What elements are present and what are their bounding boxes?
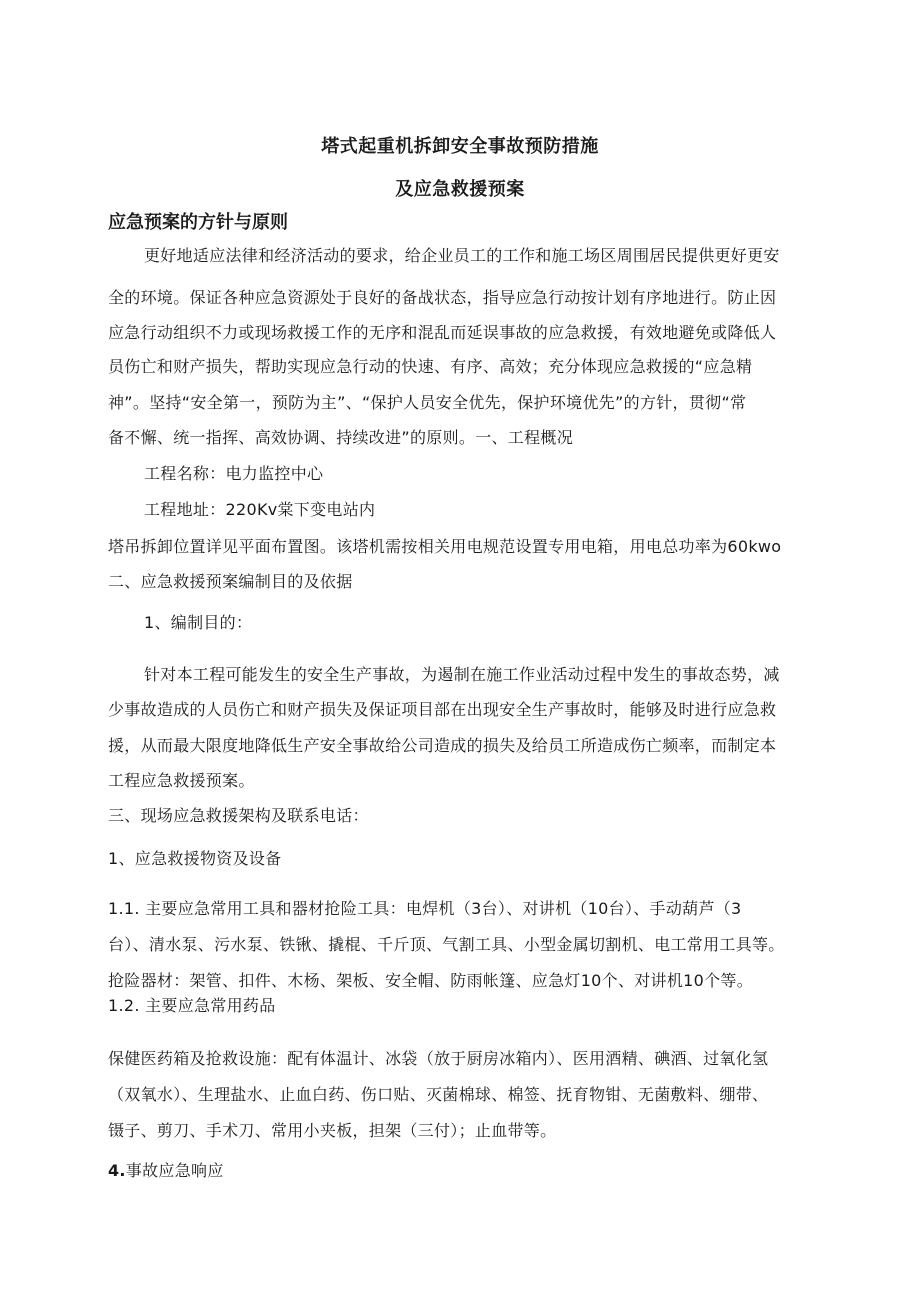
- text-line: 台）、清水泵、污水泵、铁锹、撬棍、千斤顶、气割工具、小型金属切割机、电工常用工具等。: [108, 935, 785, 954]
- text-line: 保健医药箱及抢救设施：配有体温计、冰袋（放于厨房冰箱内）、医用酒精、碘酒、过氧化氢: [108, 1049, 769, 1068]
- doc-title-line2: 及应急救援预案: [395, 179, 525, 200]
- text-line: 神”。坚持“安全第一，预防为主”、“保护人员安全优先，保护环境优先”的方针，贯彻“常: [108, 393, 747, 412]
- project-name: 工程名称：电力监控中心: [144, 464, 324, 483]
- item-medicine-heading: 1.2. 主要应急常用药品: [108, 996, 276, 1015]
- section-number: 4.: [108, 1161, 126, 1180]
- section-heading-structure: 三、现场应急救援架构及联系电话：: [108, 806, 369, 825]
- text-line: 镊子、剪刀、手术刀、常用小夹板，担架（三付）；止血带等。: [108, 1121, 557, 1140]
- text-line: 员伤亡和财产损失，帮助实现应急行动的快速、有序、高效；充分体现应急救援的“应急精: [108, 357, 753, 376]
- text-line: （双氧水）、生理盐水、止血白药、伤口贴、灭菌棉球、棉签、抚育物钳、无菌敷料、绷带、: [108, 1085, 769, 1104]
- subheading-materials: 1、应急救援物资及设备: [108, 849, 282, 868]
- purpose-label: 1、编制目的：: [144, 613, 253, 632]
- section-heading-response: [108, 1158, 818, 1181]
- crane-note: 塔吊拆卸位置详见平面布置图。该塔机需按相关用电规范设置专用电箱，用电总功率为60kwo: [108, 537, 782, 556]
- text-line: 工程应急救援预案。: [108, 771, 255, 790]
- text-line: 全的环境。保证各种应急资源处于良好的备战状态，指导应急行动按计划有序地进行。防止因: [108, 288, 777, 307]
- section-heading-principles: 应急预案的方针与原则: [108, 212, 288, 233]
- text-line: 援，从而最大限度地降低生产安全事故给公司造成的损失及给员工所造成伤亡频率，而制定本: [108, 736, 777, 755]
- project-address: 工程地址：220Kv棠下变电站内: [144, 500, 376, 519]
- text-line: 应急行动组织不力或现场救援工作的无序和混乱而延误事故的应急救援，有效地避免或降低人: [108, 323, 777, 342]
- text-line: 少事故造成的人员伤亡和财产损失及保证项目部在出现安全生产事故时，能够及时进行应急救: [108, 700, 777, 719]
- section-title: 事故应急响应: [125, 1161, 224, 1180]
- rescue-equipment: 抢险器材：架管、扣件、木杨、架板、安全帽、防雨帐篷、应急灯10个、对讲机10个等。: [108, 971, 754, 990]
- text-line: 备不懈、统一指挥、高效协调、持续改进”的原则。一、工程概况: [108, 428, 573, 447]
- section-heading-purpose: 二、应急救援预案编制目的及依据: [108, 572, 353, 591]
- text-line: 更好地适应法律和经济活动的要求，给企业员工的工作和施工场区周围居民提供更好更安: [144, 246, 780, 265]
- text-line: 针对本工程可能发生的安全生产事故，为遏制在施工作业活动过程中发生的事故态势，减: [144, 665, 780, 684]
- doc-title-line1: 塔式起重机拆卸安全事故预防措施: [321, 136, 599, 157]
- text-line: 1.1. 主要应急常用工具和器材抢险工具：电焊机（3台）、对讲机（10台）、手动葫芦（3: [108, 899, 742, 918]
